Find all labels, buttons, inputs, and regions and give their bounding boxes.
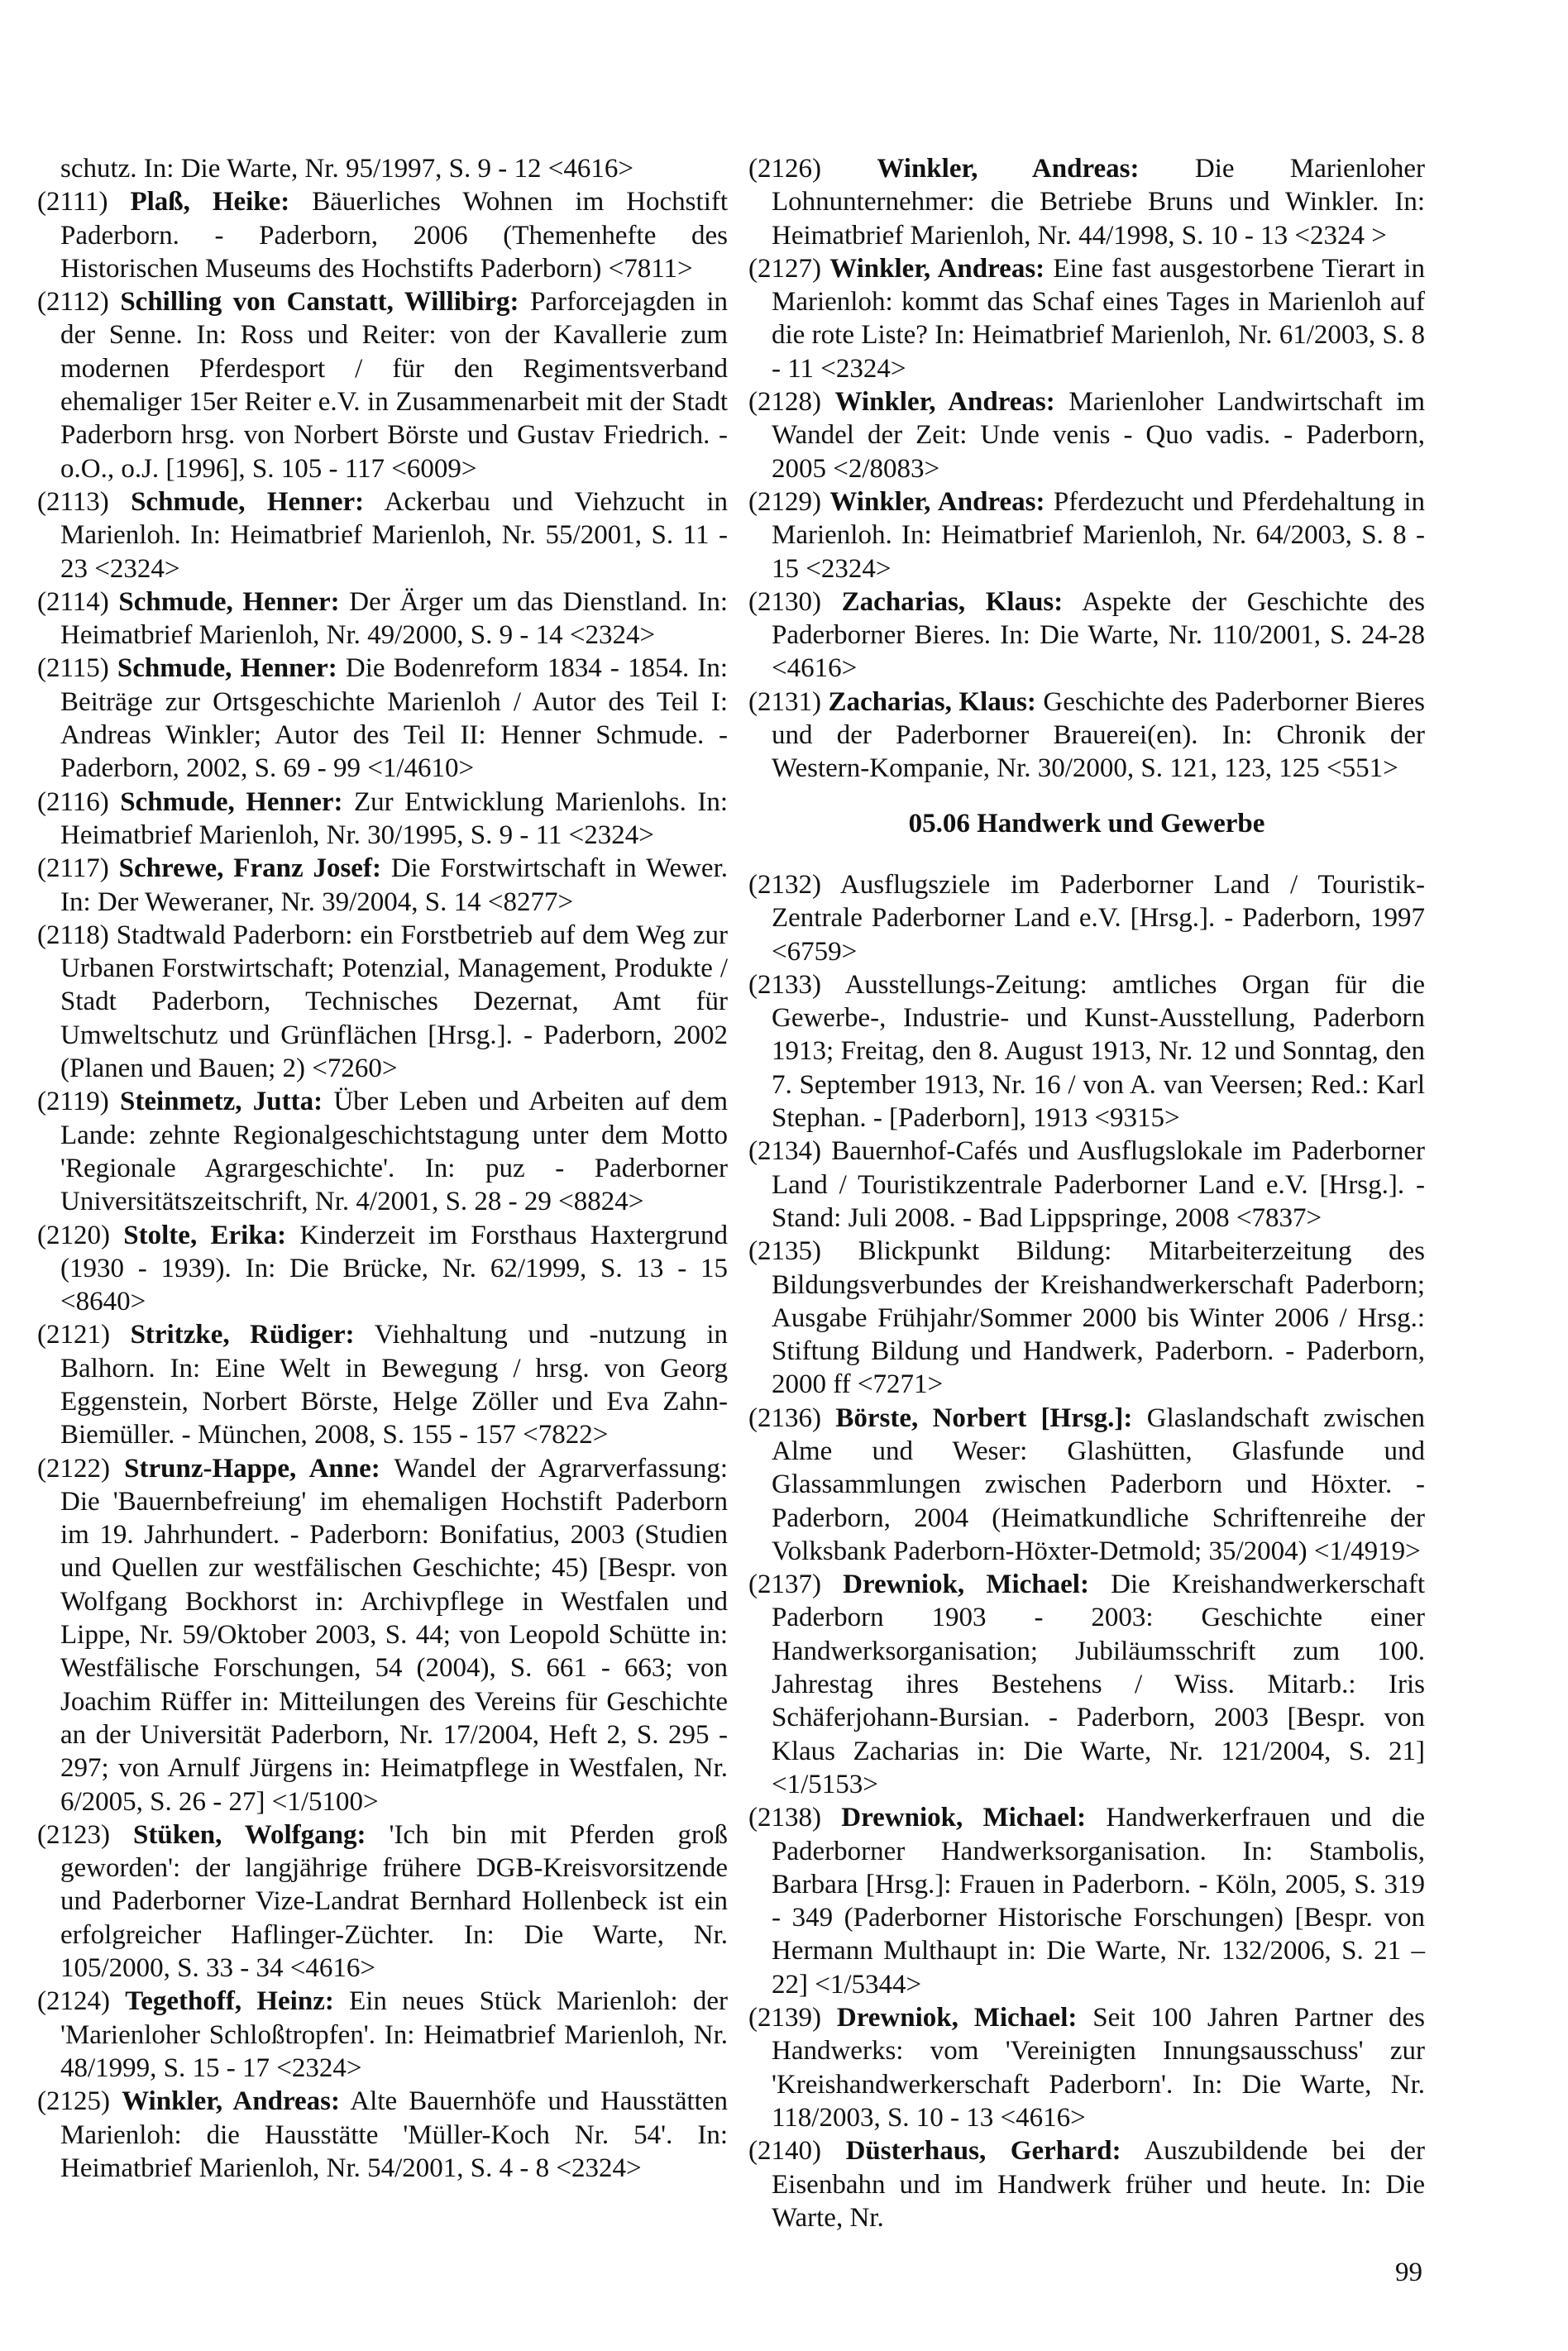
entry-number: (2112) [37, 287, 109, 318]
section-heading: 05.06 Handwerk und Gewerbe [908, 808, 1265, 839]
entry-number: (2120) [37, 1220, 110, 1250]
entry-author: Winkler, Andreas: [122, 2086, 340, 2117]
bibliography-entry [748, 868, 1425, 968]
bibliography-entry [748, 1235, 1425, 1401]
entry-number: (2138) [748, 1803, 821, 1833]
entry-text: Über Leben und Arbeiten auf dem Lande: zehnte Regionalgeschichtstagung unter dem Motto 'Regionale Agrargeschichte'. In: puz - Paderborner Universitätszeitschrift, Nr. 4/2001, S. 28 - 29 <8824> [60, 1087, 728, 1217]
entry-text: Wandel der Agrarverfassung: Die 'Bauernbefreiung' im ehemaligen Hochstift Paderborn im 19. Jahrhundert. - Paderborn: Bonifatius, 2003 (Studien und Quellen zur westfälischen Geschichte; 45) [Bespr. von Wolfgang Bockhorst in: Archivpflege in Westfalen und Lippe, Nr. 59/Oktober 2003, S. 44; von Leopold Schütte in: Westfälische Forschungen, 54 (2004), S. 661 - 663; von Joachim Rüffer in: Mitteilungen des Vereins für Geschichte an der Universität Paderborn, Nr. 17/2004, Heft 2, S. 295 - 297; von Arnulf Jürgens in: Heimatpflege in Westfalen, Nr. 6/2005, S. 26 - 27] <1/5100> [60, 1453, 728, 1817]
bibliography-entry [37, 1085, 728, 1218]
left-column [37, 152, 728, 2185]
entry-number: (2117) [37, 853, 109, 884]
entry-text: Handwerkerfrauen und die Paderborner Handwerksorganisation. In: Stambolis, Barbara [Hrsg.]: Frauen in Paderborn. - Köln, 2005, S. 319 - 349 (Paderborner Historische Forschungen) [Bespr. von Hermann Multhaupt in: Die Warte, Nr. 132/2006, S. 21 – 22] <1/5344> [772, 1803, 1426, 2000]
entry-text: Aspekte der Geschichte des Paderborner Bieres. In: Die Warte, Nr. 110/2001, S. 24-28 <4616> [772, 586, 1425, 684]
entry-text: 'Ich bin mit Pferden groß geworden': der langjährige frühere DGB-Kreisvorsitzende und Paderborner Vize-Landrat Bernhard Hollenbeck ist ein erfolgreicher Haflinger-Züchter. In: Die Warte, Nr. 105/2000, S. 33 - 34 <4616> [60, 1819, 729, 1984]
entry-text: Der Ärger um das Dienstland. In: Heimatbrief Marienloh, Nr. 49/2000, S. 9 - 14 <2324> [60, 586, 728, 651]
entry-number: (2131) [748, 686, 821, 717]
entry-author: Drewniok, Michael: [836, 2003, 1078, 2033]
entry-text: Die Bodenreform 1834 - 1854. In: Beiträge zur Ortsgeschichte Marienloh / Autor des Teil I: Andreas Winkler; Autor des Teil II: Henner Schmude. - Paderborn, 2002, S. 69 - 99 <1/4610> [60, 653, 728, 784]
entry-number: (2123) [37, 1819, 110, 1850]
entry-text: Die Kreishandwerkerschaft Paderborn 1903 - 2003: Geschichte einer Handwerksorganisation; Jubiläumsschrift zum 100. Jahrestag ihres Bestehens / Wiss. Mitarb.: Iris Schäferjohann-Bursian. - Paderborn, 2003 [Bespr. von Klaus Zacharias in: Die Warte, Nr. 121/2004, S. 21] <1/5153> [772, 1570, 1426, 1799]
entry-text: Pferdezucht und Pferdehaltung in Marienloh. In: Heimatbrief Marienloh, Nr. 64/2003, S. 8 - 15 <2324> [772, 486, 1425, 584]
bibliography-entry [748, 968, 1425, 1135]
right-column-entries-top [748, 152, 1425, 786]
entry-author: Plaß, Heike: [130, 187, 290, 217]
entry-text: Blickpunkt Bildung: Mitarbeiterzeitung des Bildungsverbundes der Kreishandwerkerschaft Paderborn; Ausgabe Frühjahr/Sommer 2000 bis Winter 2006 / Hrsg.: Stiftung Bildung und Handwerk, Paderborn. - Paderborn, 2000 ff <7271> [772, 1236, 1425, 1400]
bibliography-entry [748, 1568, 1425, 1801]
entry-text: Ein neues Stück Marienloh: der 'Marienloher Schloßtropfen'. In: Heimatbrief Marienloh, Nr. 48/1999, S. 15 - 17 <2324> [60, 1986, 729, 2083]
entry-author: Schmude, Henner: [131, 486, 365, 517]
entry-author: Winkler, Andreas: [829, 486, 1045, 517]
page-number: 99 [1395, 2258, 1422, 2287]
bibliography-entry [748, 2134, 1425, 2234]
bibliography-entry [748, 1801, 1425, 2001]
entry-text: Auszubildende bei der Eisenbahn und im Handwerk früher und heute. In: Die Warte, Nr. [772, 2136, 1425, 2233]
entry-author: Zacharias, Klaus: [841, 586, 1064, 617]
bibliography-entry [748, 385, 1425, 485]
bibliography-entry [37, 185, 728, 285]
entry-number: (2127) [748, 253, 821, 284]
entry-author: Drewniok, Michael: [841, 1803, 1087, 1833]
entry-text: Bauernhof-Cafés und Ausflugslokale im Paderborner Land / Touristikzentrale Paderborner Land e.V. [Hrsg.]. - Stand: Juli 2008. - Bad Lippspringe, 2008 <7837> [772, 1136, 1425, 1233]
entry-number: (2139) [748, 2003, 821, 2033]
entry-number: (2122) [37, 1453, 110, 1484]
entry-number: (2124) [37, 1986, 110, 2017]
entry-text: Ackerbau und Viehzucht in Marienloh. In: Heimatbrief Marienloh, Nr. 55/2001, S. 11 - 23 <2324> [60, 486, 729, 584]
entry-author: Steinmetz, Jutta: [120, 1087, 323, 1117]
bibliography-entry [37, 919, 728, 1085]
bibliography-entry [37, 652, 728, 785]
entry-text: Zur Entwicklung Marienlohs. In: Heimatbrief Marienloh, Nr. 30/1995, S. 9 - 11 <2324> [60, 786, 729, 850]
entry-text: Bäuerliches Wohnen im Hochstift Paderborn. - Paderborn, 2006 (Themenhefte des Historischen Museums des Hochstifts Paderborn) <7811> [60, 187, 729, 284]
entry-author: Drewniok, Michael: [843, 1570, 1089, 1600]
entry-number: (2113) [37, 486, 109, 517]
bibliography-entry [748, 1135, 1425, 1235]
bibliography-entry [37, 1818, 728, 1985]
bibliography-entry [37, 1318, 728, 1451]
entry-text: Viehhaltung und -nutzung in Balhorn. In: Eine Welt in Bewegung / hrsg. von Georg Eggenstein, Norbert Börste, Helge Zöller und Eva Zahn-Biemüller. - München, 2008, S. 155 - 157 <7822> [60, 1320, 728, 1450]
entry-number: (2121) [37, 1320, 110, 1350]
entry-number: (2125) [37, 2086, 110, 2117]
entry-number: (2114) [37, 586, 109, 617]
entry-author: Zacharias, Klaus: [828, 686, 1036, 717]
entry-number: (2135) [748, 1236, 821, 1267]
entry-number: (2140) [748, 2136, 821, 2167]
entry-text: Parforcejagden in der Senne. In: Ross und Reiter: von der Kavallerie zum modernen Pferdesport / für den Regimentsverband ehemaliger 15er Reiter e.V. in Zusammenarbeit mit der Stadt Paderborn hrsg. von Norbert Börste und Gustav Friedrich. - o.O., o.J. [1996], S. 105 - 117 <6009> [60, 287, 729, 484]
bibliography-entry [37, 285, 728, 485]
bibliography-entry [37, 485, 728, 585]
entry-text: Die Marienloher Lohnunternehmer: die Betriebe Bruns und Winkler. In: Heimatbrief Marienloh, Nr. 44/1998, S. 10 - 13 <2324 > [772, 154, 1426, 251]
entry-author: Winkler, Andreas: [834, 387, 1055, 418]
right-column-entries-bottom [748, 868, 1425, 2234]
entry-number: (2134) [748, 1136, 821, 1167]
entry-number: (2119) [37, 1087, 109, 1117]
entry-text: Eine fast ausgestorbene Tierart in Marienloh: kommt das Schaf eines Tages in Marienloh auf die rote Liste? In: Heimatbrief Marienloh, Nr. 61/2003, S. 8 - 11 <2324> [772, 253, 1426, 384]
entry-text: Ausflugsziele im Paderborner Land / Touristik-Zentrale Paderborner Land e.V. [Hrsg.]. - Paderborn, 1997 <6759> [772, 869, 1425, 967]
entry-number: (2133) [748, 969, 821, 1000]
bibliography-entry [748, 152, 1425, 252]
bibliography-entry [748, 585, 1425, 686]
entry-author: Düsterhaus, Gerhard: [845, 2136, 1121, 2167]
entry-number: (2116) [37, 786, 109, 817]
entry-text: Seit 100 Jahren Partner des Handwerks: vom 'Vereinigten Innungsausschuss' zur 'Kreishandwerkerschaft Paderborn'. In: Die Warte, Nr. 118/2003, S. 10 - 13 <4616> [772, 2003, 1426, 2133]
entry-author: Schmude, Henner: [118, 586, 340, 617]
bibliography-entry [37, 2085, 728, 2185]
entry-number: (2115) [37, 653, 109, 684]
bibliography-entry [37, 852, 728, 919]
right-column [748, 152, 1425, 2234]
entry-text: Marienloher Landwirtschaft im Wandel der Zeit: Unde venis - Quo vadis. - Paderborn, 2005 <2/8083> [772, 387, 1426, 484]
entry-number: (2132) [748, 869, 821, 900]
bibliography-entry [37, 152, 728, 185]
entry-text: Kinderzeit im Forsthaus Haxtergrund (1930 - 1939). In: Die Brücke, Nr. 62/1999, S. 13 - 15 <8640> [60, 1220, 729, 1317]
entry-number: (2129) [748, 486, 821, 517]
bibliography-entry [37, 585, 728, 652]
entry-number: (2128) [748, 387, 821, 418]
entry-text: Die Forstwirtschaft in Wewer. In: Der Weweraner, Nr. 39/2004, S. 14 <8277> [60, 853, 728, 917]
entry-author: Schilling von Canstatt, Willibirg: [120, 287, 519, 318]
entry-author: Schrewe, Franz Josef: [118, 853, 381, 884]
bibliography-entry [37, 786, 728, 853]
entry-text: Alte Bauernhöfe und Hausstätten Marienloh: die Hausstätte 'Müller-Koch Nr. 54'. In: Heimatbrief Marienloh, Nr. 54/2001, S. 4 - 8 <2324> [60, 2086, 728, 2183]
entry-text: Ausstellungs-Zeitung: amtliches Organ für die Gewerbe-, Industrie- und Kunst-Ausstellung, Paderborn 1913; Freitag, den 8. August 1913, Nr. 12 und Sonntag, den 7. September 1913, Nr. 16 / von A. van Veersen; Red.: Karl Stephan. - [Paderborn], 1913 <9315> [772, 969, 1425, 1134]
entry-author: Winkler, Andreas: [877, 154, 1140, 184]
entry-number: (2126) [748, 154, 821, 184]
entry-author: Winkler, Andreas: [829, 253, 1045, 284]
entry-number: (2118) [37, 920, 109, 950]
bibliography-entry [748, 485, 1425, 585]
bibliography-entry [748, 1402, 1425, 1568]
entry-author: Börste, Norbert [Hrsg.]: [835, 1402, 1133, 1433]
bibliography-entry [748, 686, 1425, 786]
bibliography-entry [37, 1452, 728, 1818]
entry-author: Stolte, Erika: [123, 1220, 287, 1250]
entry-number: (2130) [748, 586, 821, 617]
entry-number: (2136) [748, 1402, 821, 1433]
entry-text: Glaslandschaft zwischen Alme und Weser: Glashütten, Glasfunde und Glassammlungen zwischen Paderborn und Höxter. - Paderborn, 2004 (Heimatkundliche Schriftenreihe der Volksbank Paderborn-Höxter-Detmold; 35/2004) <1/4919> [772, 1402, 1426, 1566]
entry-text: Stadtwald Paderborn: ein Forstbetrieb auf dem Weg zur Urbanen Forstwirtschaft; Potenzial, Management, Produkte / Stadt Paderborn, Technisches Dezernat, Amt für Umweltschutz und Grünflächen [Hrsg.]. - Paderborn, 2002 (Planen und Bauen; 2) <7260> [60, 920, 729, 1084]
entry-author: Stüken, Wolfgang: [133, 1819, 366, 1850]
entry-number: (2137) [748, 1570, 821, 1600]
entry-author: Strunz-Happe, Anne: [124, 1453, 380, 1484]
entry-author: Schmude, Henner: [120, 786, 343, 817]
bibliography-entry [37, 1985, 728, 2085]
entry-text: schutz. In: Die Warte, Nr. 95/1997, S. 9 - 12 <4616> [60, 154, 633, 184]
entry-number: (2111) [37, 187, 108, 217]
entry-author: Tegethoff, Heinz: [125, 1986, 334, 2017]
entry-text: Geschichte des Paderborner Bieres und der Paderborner Brauerei(en). In: Chronik der Western-Kompanie, Nr. 30/2000, S. 121, 123, 125 <551> [772, 686, 1425, 784]
entry-author: Schmude, Henner: [117, 653, 337, 684]
entry-author: Stritzke, Rüdiger: [130, 1320, 355, 1350]
bibliography-entry [37, 1219, 728, 1319]
bibliography-entry [748, 2001, 1425, 2134]
bibliography-entry [748, 252, 1425, 385]
